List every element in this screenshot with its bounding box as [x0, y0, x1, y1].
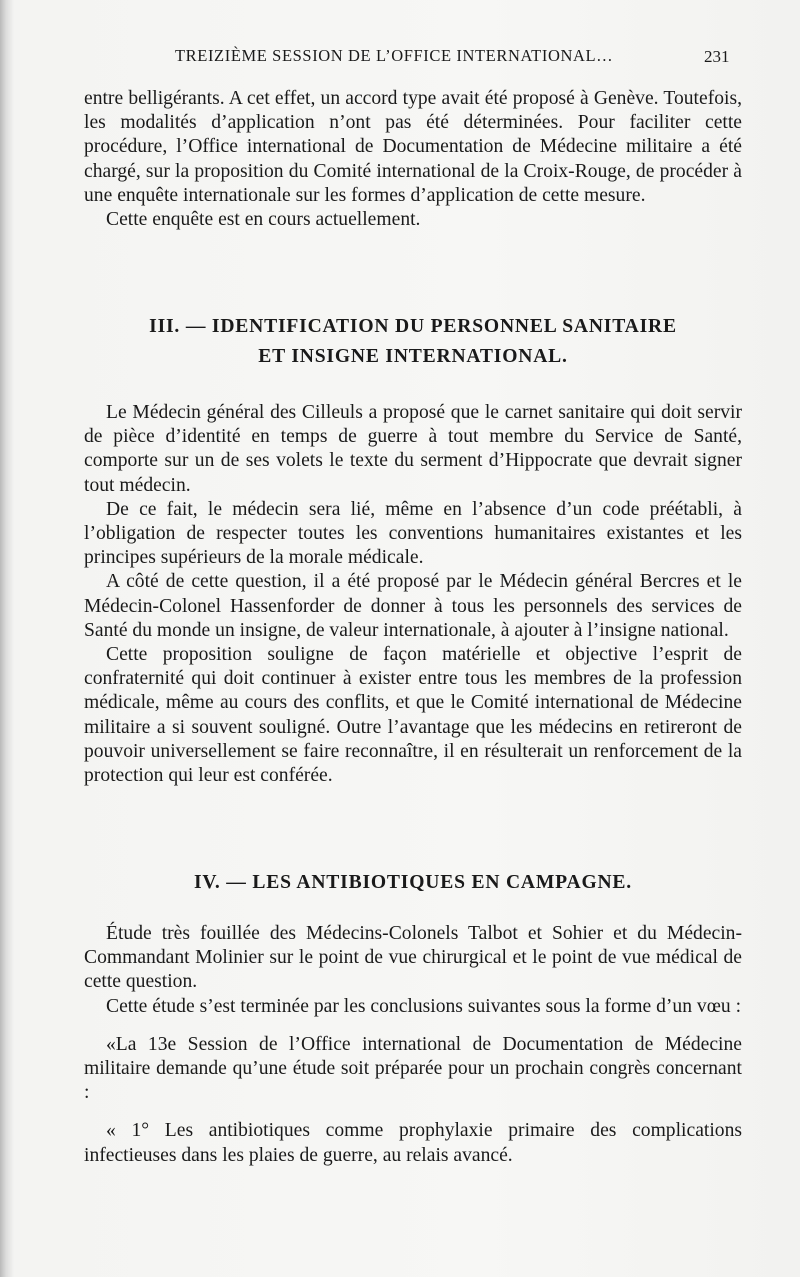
paragraph-insigne: A côté de cette question, il a été proposé par le Médecin général Bercres et le Médecin-Colonel Hassenforder de donner à tous les personnels des services de Santé du monde un insigne, de valeur internationale, à ajouter à l’insigne national. — [84, 571, 742, 641]
page-number: 231 — [704, 47, 730, 66]
paragraph-etude: Étude très fouillée des Médecins-Colonels Talbot et Sohier et du Médecin-Commandant Molinier sur le point de vue chirurgical et le point de vue médical de cette question. — [84, 923, 742, 993]
opening-text-block — [84, 87, 742, 232]
paragraph-confraternite: Cette proposition souligne de façon matérielle et objective l’esprit de confraternité qui doit continuer à exister entre tous les membres de la profession médicale, même au cours des conflits, et que le Comité international de Médecine militaire a si souvent souligné. Outre l’avantage que les médecins en retireront de pouvoir universellement se faire reconnaître, il en résulterait un renforcement de la protection qui leur est conférée. — [84, 644, 742, 787]
paragraph-antibiotiques-prophylaxie: « 1° Les antibiotiques comme prophylaxie primaire des complications infectieuses dans les plaies de guerre, au relais avancé. — [84, 1120, 742, 1166]
paragraph-conclusions: Cette étude s’est terminée par les conclusions suivantes sous la forme d’un vœu : — [106, 995, 742, 1017]
paragraph-enquete: Cette enquête est en cours actuellement. — [106, 209, 421, 231]
section-heading-antibiotiques — [84, 868, 742, 898]
paragraph-belligerants: entre belligérants. A cet effet, un accord type avait été proposé à Genève. Toutefois, les modalités d’application n’ont pas été déterminées. Pour faciliter cette procédure, l’Office international de Documentation de Médecine militaire a été chargé, sur la proposition du Comité international de la Croix-Rouge, de procéder à une enquête internationale sur les formes d’application de cette mesure. — [84, 88, 742, 206]
page-header — [0, 46, 800, 74]
section-heading-antibiotiques-text: IV. — LES ANTIBIOTIQUES EN CAMPAGNE. — [194, 872, 632, 893]
paragraph-carnet-sanitaire: Le Médecin général des Cilleuls a proposé que le carnet sanitaire qui doit servir de pièce d’identité en temps de guerre à tout membre du Service de Santé, comporte sur un de ses volets le texte du serment d’Hippocrate que devrait signer tout médecin. — [84, 402, 742, 496]
paragraph-obligation: De ce fait, le médecin sera lié, même en l’absence d’un code préétabli, à l’obligation de respecter toutes les conventions humanitaires existantes et les principes supérieurs de la morale médicale. — [84, 498, 742, 569]
section-identification-text — [84, 401, 742, 788]
paragraph-session-voeu: «La 13e Session de l’Office international de Documentation de Médecine militaire demande qu’une étude soit préparée pour un prochain congrès concernant : — [84, 1033, 742, 1104]
section-heading-line-2: ET INSIGNE INTERNATIONAL. — [258, 346, 568, 367]
section-heading-identification — [84, 312, 742, 372]
running-title: TREIZIÈME SESSION DE L’OFFICE INTERNATIONAL… — [175, 46, 614, 65]
section-antibiotiques-text — [84, 922, 742, 1168]
section-heading-line-1: III. — IDENTIFICATION DU PERSONNEL SANITAIRE — [149, 316, 677, 337]
